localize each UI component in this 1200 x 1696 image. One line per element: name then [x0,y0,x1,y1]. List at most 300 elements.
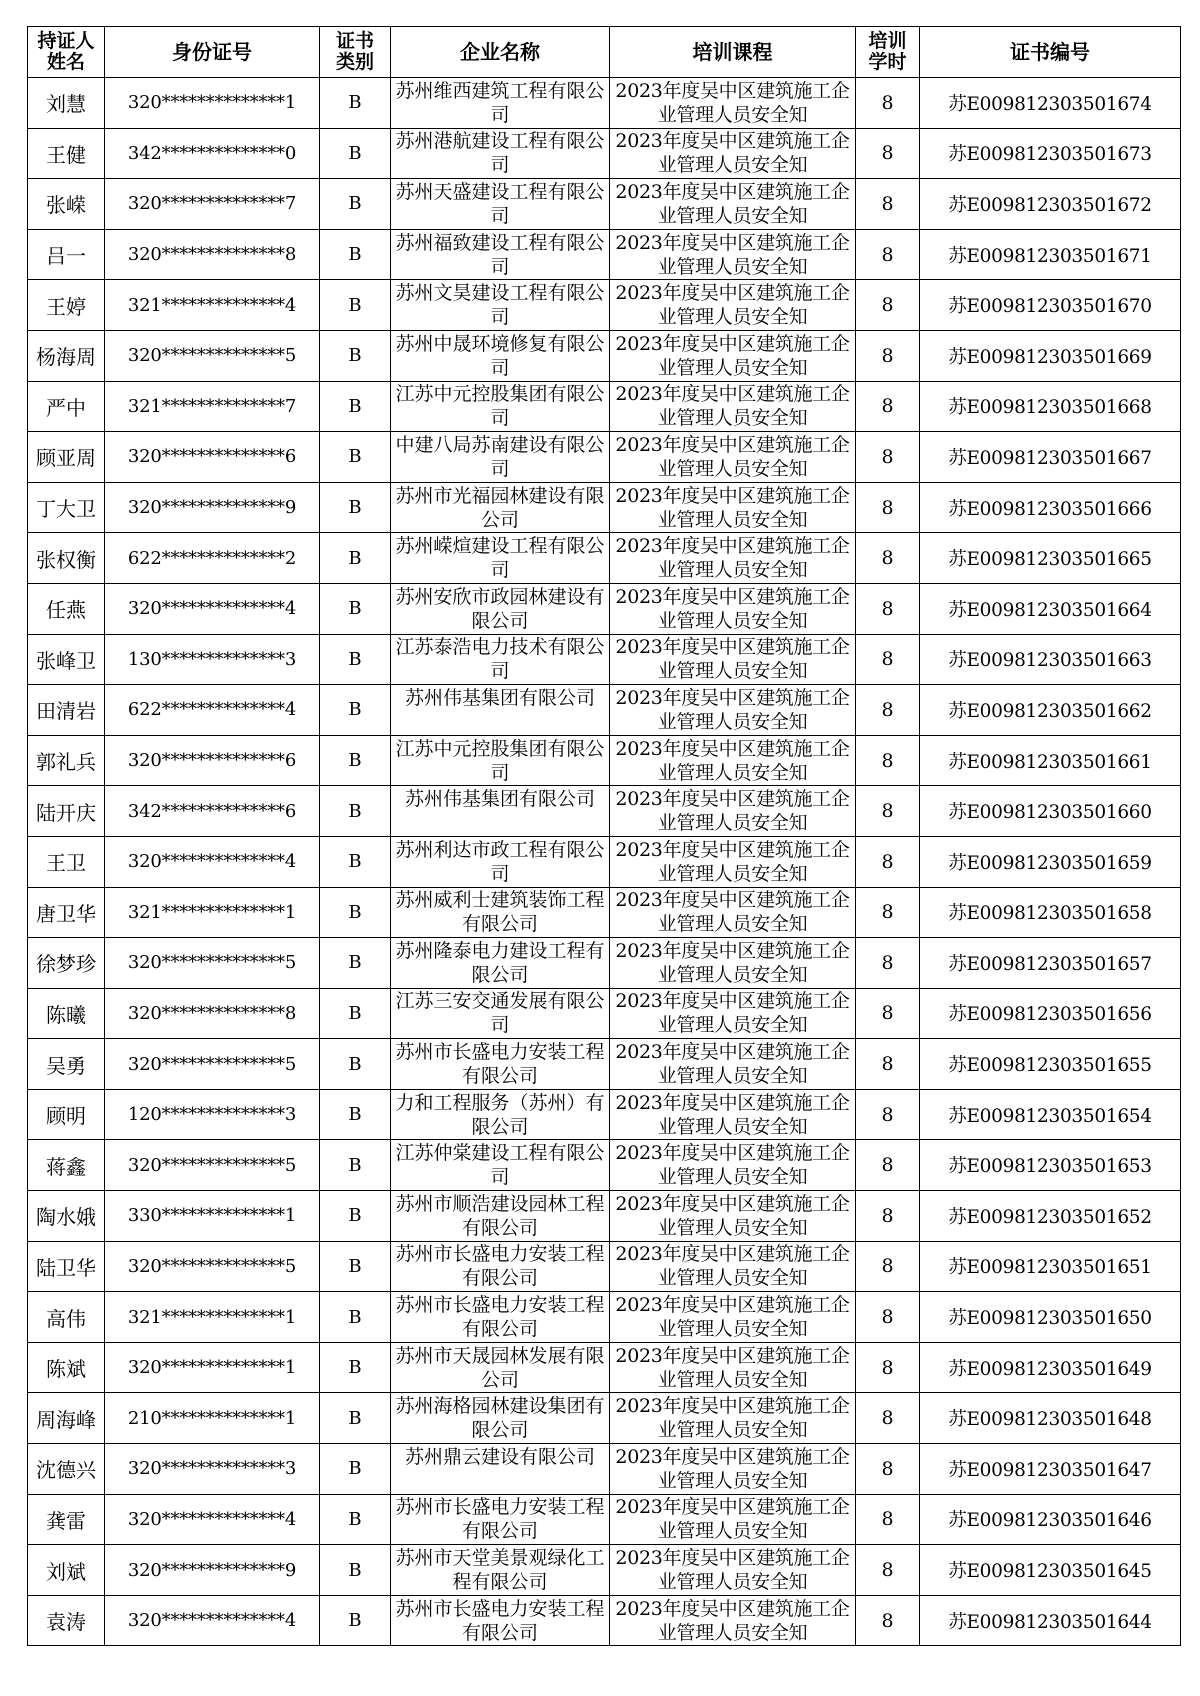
id-number-cell-text: 320**************5 [127,345,297,367]
training-course-cell [610,1191,856,1242]
id-number-cell [105,1595,320,1646]
cert-category-cell [320,1595,391,1646]
training-course-cell [610,1039,856,1090]
training-course-cell-content: 2023年度吴中区建筑施工企业管理人员安全知 [615,585,850,632]
holder-name-cell-text: 徐梦珍 [36,952,96,977]
table-row [28,1545,1181,1596]
holder-name-cell [28,330,105,381]
id-number-cell [105,78,320,129]
company-name-cell-content: 苏州市天堂美景观绿化工程有限公司 [395,1547,605,1594]
holder-name-cell-text: 顾明 [46,1104,86,1129]
training-hours-cell-text: 8 [881,1103,894,1126]
holder-name-cell-content [28,79,104,127]
id-number-cell [105,1545,320,1596]
id-number-cell-content [105,1242,319,1290]
id-number-cell-content [105,1597,319,1645]
cert-category-cell-content [320,1141,390,1189]
cert-number-cell-content [920,1445,1180,1493]
cert-number-cell [920,1595,1181,1646]
holder-name-cell-content [28,1597,104,1645]
training-hours-cell-text: 8 [881,1255,894,1278]
id-number-cell-text: 321**************1 [127,1306,297,1328]
holder-name-cell [28,229,105,280]
header-cert-number: 证书编号 [920,27,1181,78]
cert-number-cell [920,887,1181,938]
cert-number-cell-content [920,1546,1180,1594]
cert-number-cell-text: 苏E009812303501648 [948,1409,1152,1431]
holder-name-cell-text: 王婷 [46,294,86,319]
cert-number-cell-text: 苏E009812303501663 [948,650,1152,672]
cert-number-cell-content [920,332,1180,380]
roster-body [28,78,1181,1646]
training-course-cell-content: 2023年度吴中区建筑施工企业管理人员安全知 [615,1091,850,1138]
training-hours-cell-content [856,1546,919,1594]
holder-name-cell-content [28,1040,104,1088]
training-course-cell [610,1140,856,1191]
table-row [28,1595,1181,1646]
cert-category-cell [320,432,391,483]
company-name-cell-content: 苏州市长盛电力安装工程有限公司 [395,1496,605,1543]
holder-name-cell-content [28,180,104,228]
cert-number-cell-content [920,534,1180,582]
holder-name-cell-content [28,635,104,683]
training-course-cell [610,786,856,837]
cert-category-cell [320,1393,391,1444]
company-name-cell-content: 苏州港航建设工程有限公司 [395,130,605,177]
holder-name-cell-content [28,1091,104,1139]
table-row [28,330,1181,381]
cert-category-cell-content [320,1293,390,1341]
holder-name-cell [28,482,105,533]
training-hours-cell-text: 8 [881,192,894,215]
table-row [28,836,1181,887]
training-course-cell [610,1241,856,1292]
id-number-cell-content [105,787,319,835]
cert-category-cell-text: B [348,598,362,620]
company-name-cell-content: 苏州利达市政工程有限公司 [395,838,605,885]
id-number-cell-text: 320**************5 [127,1053,297,1075]
training-course-cell-content: 2023年度吴中区建筑施工企业管理人员安全知 [615,889,850,936]
training-course-cell [610,432,856,483]
cert-number-cell-text: 苏E009812303501655 [948,1055,1152,1077]
company-name-cell-content: 苏州文昊建设工程有限公司 [395,282,605,329]
training-hours-cell-text: 8 [881,496,894,519]
training-course-cell [610,1444,856,1495]
id-number-cell [105,1393,320,1444]
id-number-cell-content [105,838,319,886]
cert-category-cell-text: B [348,1610,362,1632]
id-number-cell-content [105,1546,319,1594]
holder-name-cell [28,1140,105,1191]
company-name-cell-content: 苏州维西建筑工程有限公司 [395,79,605,126]
cert-number-cell [920,685,1181,736]
training-course-cell [610,1494,856,1545]
id-number-cell [105,938,320,989]
holder-name-cell-content [28,1546,104,1594]
id-number-cell-content [105,585,319,633]
holder-name-cell-content [28,1394,104,1442]
cert-category-cell-text: B [348,345,362,367]
cert-number-cell [920,1241,1181,1292]
cert-category-cell-content [320,79,390,127]
cert-category-cell [320,381,391,432]
id-number-cell-text: 342**************6 [127,800,297,822]
training-course-cell-content: 2023年度吴中区建筑施工企业管理人员安全知 [615,788,850,835]
cert-category-cell-text: B [348,1458,362,1480]
training-hours-cell-text: 8 [881,1457,894,1480]
cert-number-cell [920,432,1181,483]
training-hours-cell-content [856,332,919,380]
cert-category-cell [320,533,391,584]
training-hours-cell-content [856,1293,919,1341]
training-hours-cell-content [856,1445,919,1493]
holder-name-cell [28,1444,105,1495]
cert-category-cell [320,482,391,533]
id-number-cell-text: 320**************5 [127,1255,297,1277]
training-hours-cell-content [856,129,919,177]
holder-name-cell-text: 陆开庆 [36,800,96,825]
holder-name-cell-text: 周海峰 [36,1407,96,1432]
holder-name-cell [28,1342,105,1393]
training-course-cell-content: 2023年度吴中区建筑施工企业管理人员安全知 [615,737,850,784]
id-number-cell [105,1089,320,1140]
id-number-cell [105,533,320,584]
training-course-cell-content: 2023年度吴中区建筑施工企业管理人员安全知 [615,1192,850,1239]
cert-number-cell [920,1292,1181,1343]
cert-number-cell-content [920,737,1180,785]
holder-name-cell-content [28,737,104,785]
training-hours-cell-content [856,433,919,481]
id-number-cell-text: 210**************1 [127,1407,297,1429]
holder-name-cell-content [28,1242,104,1290]
id-number-cell [105,634,320,685]
cert-category-cell [320,685,391,736]
id-number-cell-content [105,737,319,785]
training-course-cell [610,381,856,432]
company-name-cell-content: 苏州市顺浩建设园林工程有限公司 [395,1192,605,1239]
table-row [28,280,1181,331]
training-course-cell-content: 2023年度吴中区建筑施工企业管理人员安全知 [615,838,850,885]
id-number-cell [105,583,320,634]
id-number-cell-text: 320**************3 [127,1458,297,1480]
id-number-cell-text: 321**************7 [127,395,297,417]
id-number-cell-content [105,1394,319,1442]
holder-name-cell-text: 郭礼兵 [36,750,96,775]
cert-category-cell-content [320,1040,390,1088]
holder-name-cell-content [28,585,104,633]
cert-category-cell-content [320,180,390,228]
holder-name-cell-text: 袁涛 [46,1610,86,1635]
holder-name-cell [28,887,105,938]
holder-name-cell [28,1494,105,1545]
training-hours-cell-content [856,635,919,683]
cert-number-cell-text: 苏E009812303501661 [948,751,1152,773]
training-hours-cell-content [856,180,919,228]
cert-category-cell-content [320,1546,390,1594]
holder-name-cell-content [28,838,104,886]
table-row [28,1292,1181,1343]
training-hours-cell-content [856,1192,919,1240]
certificate-roster [27,26,1181,1646]
training-hours-cell [856,280,920,331]
cert-number-cell-text: 苏E009812303501651 [948,1257,1152,1279]
cert-category-cell-text: B [348,1002,362,1024]
company-name-cell [391,1241,610,1292]
cert-number-cell-text: 苏E009812303501666 [948,498,1152,520]
holder-name-cell-text: 吴勇 [46,1053,86,1078]
training-course-cell-content: 2023年度吴中区建筑施工企业管理人员安全知 [615,636,850,683]
training-hours-cell [856,1444,920,1495]
training-hours-cell [856,1393,920,1444]
cert-category-cell [320,1039,391,1090]
cert-number-cell [920,836,1181,887]
training-hours-cell-text: 8 [881,1508,894,1531]
cert-category-cell-text: B [348,446,362,468]
training-course-cell [610,634,856,685]
cert-category-cell [320,1494,391,1545]
company-name-cell-content: 苏州威利士建筑装饰工程有限公司 [395,889,605,936]
cert-number-cell-text: 苏E009812303501660 [948,802,1152,824]
id-number-cell [105,432,320,483]
id-number-cell-content [105,939,319,987]
company-name-cell [391,836,610,887]
cert-category-cell-content [320,787,390,835]
holder-name-cell-text: 张峰卫 [36,648,96,673]
company-name-cell [391,786,610,837]
cert-category-cell-text: B [348,1154,362,1176]
training-course-cell [610,1545,856,1596]
cert-category-cell [320,887,391,938]
header-company-name: 企业名称 [391,27,610,78]
id-number-cell-content [105,635,319,683]
holder-name-cell [28,988,105,1039]
cert-category-cell-text: B [348,1104,362,1126]
id-number-cell-text: 320**************8 [127,1002,297,1024]
company-name-cell [391,988,610,1039]
training-course-cell [610,1342,856,1393]
training-hours-cell [856,583,920,634]
cert-category-cell [320,583,391,634]
holder-name-cell-text: 龚雷 [46,1508,86,1533]
cert-number-cell [920,1342,1181,1393]
training-course-cell-content: 2023年度吴中区建筑施工企业管理人员安全知 [615,433,850,480]
company-name-cell-content: 苏州鼎云建设有限公司 [404,1445,595,1468]
holder-name-cell [28,1241,105,1292]
training-hours-cell [856,1342,920,1393]
company-name-cell [391,1089,610,1140]
training-hours-cell-text: 8 [881,547,894,570]
id-number-cell-text: 320**************4 [127,851,297,873]
company-name-cell-content: 江苏仲棠建设工程有限公司 [395,1142,605,1189]
company-name-cell [391,685,610,736]
company-name-cell [391,1140,610,1191]
cert-category-cell-text: B [348,851,362,873]
training-hours-cell [856,330,920,381]
holder-name-cell [28,1545,105,1596]
cert-number-cell [920,381,1181,432]
holder-name-cell [28,836,105,887]
id-number-cell-text: 320**************4 [127,1610,297,1632]
training-course-cell-content: 2023年度吴中区建筑施工企业管理人员安全知 [615,231,850,278]
holder-name-cell [28,128,105,179]
training-hours-cell [856,1039,920,1090]
cert-number-cell-text: 苏E009812303501662 [948,700,1152,722]
table-row [28,583,1181,634]
training-hours-cell-content [856,1040,919,1088]
cert-number-cell [920,78,1181,129]
id-number-cell-content [105,281,319,329]
id-number-cell [105,1292,320,1343]
training-course-cell-content: 2023年度吴中区建筑施工企业管理人员安全知 [615,535,850,582]
id-number-cell-text: 342**************0 [127,142,297,164]
company-name-cell-content: 江苏泰浩电力技术有限公司 [395,636,605,683]
cert-number-cell [920,179,1181,230]
training-hours-cell [856,786,920,837]
training-course-cell-content: 2023年度吴中区建筑施工企业管理人员安全知 [615,990,850,1037]
cert-category-cell [320,1241,391,1292]
company-name-cell [391,1444,610,1495]
cert-category-cell-text: B [348,800,362,822]
training-course-cell-content: 2023年度吴中区建筑施工企业管理人员安全知 [615,79,850,126]
training-hours-cell [856,1191,920,1242]
cert-category-cell-content [320,382,390,430]
training-course-cell-content: 2023年度吴中区建筑施工企业管理人员安全知 [615,1597,850,1644]
table-row [28,229,1181,280]
cert-category-cell [320,1444,391,1495]
cert-number-cell [920,1444,1181,1495]
holder-name-cell-content [28,1293,104,1341]
training-hours-cell [856,78,920,129]
training-course-cell-content: 2023年度吴中区建筑施工企业管理人员安全知 [615,686,850,733]
company-name-cell [391,128,610,179]
training-hours-cell [856,533,920,584]
cert-number-cell [920,229,1181,280]
id-number-cell [105,1342,320,1393]
table-row [28,1444,1181,1495]
header-holder-name: 持证人 姓名 [28,27,105,78]
holder-name-cell-content [28,1445,104,1493]
training-hours-cell-text: 8 [881,91,894,114]
holder-name-cell-content [28,989,104,1037]
cert-category-cell-content [320,1242,390,1290]
training-hours-cell-content [856,1344,919,1392]
cert-number-cell-text: 苏E009812303501667 [948,447,1152,469]
training-course-cell [610,836,856,887]
cert-category-cell-text: B [348,699,362,721]
cert-number-cell-text: 苏E009812303501672 [948,194,1152,216]
cert-number-cell [920,735,1181,786]
training-hours-cell [856,1595,920,1646]
cert-category-cell-content [320,888,390,936]
training-hours-cell [856,179,920,230]
table-row [28,1089,1181,1140]
training-course-cell-content: 2023年度吴中区建筑施工企业管理人员安全知 [615,1344,850,1391]
id-number-cell [105,330,320,381]
holder-name-cell [28,938,105,989]
id-number-cell [105,482,320,533]
training-hours-cell-content [856,1597,919,1645]
cert-category-cell [320,280,391,331]
company-name-cell-content: 苏州市长盛电力安装工程有限公司 [395,1294,605,1341]
cert-number-cell-content [920,635,1180,683]
holder-name-cell [28,78,105,129]
training-hours-cell-text: 8 [881,1204,894,1227]
cert-category-cell-text: B [348,244,362,266]
holder-name-cell-content [28,484,104,532]
cert-category-cell-content [320,1597,390,1645]
header-training-hours: 培训 学时 [856,27,920,78]
cert-number-cell [920,1494,1181,1545]
cert-category-cell [320,1342,391,1393]
holder-name-cell-text: 王健 [46,142,86,167]
table-row [28,786,1181,837]
cert-number-cell-content [920,129,1180,177]
cert-category-cell [320,78,391,129]
id-number-cell-content [105,1192,319,1240]
id-number-cell-content [105,1445,319,1493]
cert-category-cell [320,1545,391,1596]
holder-name-cell [28,432,105,483]
training-hours-cell [856,1545,920,1596]
training-hours-cell [856,482,920,533]
training-course-cell-content: 2023年度吴中区建筑施工企业管理人员安全知 [615,1142,850,1189]
id-number-cell-content [105,484,319,532]
holder-name-cell-content [28,686,104,734]
cert-number-cell [920,1191,1181,1242]
cert-category-cell [320,330,391,381]
training-hours-cell [856,1140,920,1191]
table-row [28,938,1181,989]
id-number-cell [105,988,320,1039]
cert-category-cell-content [320,1394,390,1442]
training-course-cell-content: 2023年度吴中区建筑施工企业管理人员安全知 [615,332,850,379]
id-number-cell-text: 320**************4 [127,1508,297,1530]
holder-name-cell-text: 刘慧 [46,92,86,117]
holder-name-cell-text: 吕一 [46,244,86,269]
training-hours-cell-content [856,281,919,329]
cert-category-cell-text: B [348,1205,362,1227]
company-name-cell [391,634,610,685]
id-number-cell-text: 120**************3 [127,1104,297,1126]
cert-category-cell [320,634,391,685]
training-hours-cell-content [856,484,919,532]
cert-category-cell-text: B [348,547,362,569]
cert-category-cell [320,786,391,837]
training-course-cell [610,735,856,786]
training-course-cell-content: 2023年度吴中区建筑施工企业管理人员安全知 [615,1547,850,1594]
id-number-cell-content [105,1040,319,1088]
holder-name-cell-text: 陆卫华 [36,1255,96,1280]
holder-name-cell [28,1292,105,1343]
cert-category-cell [320,735,391,786]
training-hours-cell [856,938,920,989]
holder-name-cell-text: 杨海周 [36,345,96,370]
cert-category-cell-content [320,1091,390,1139]
training-hours-cell-content [856,888,919,936]
table-row [28,1393,1181,1444]
cert-category-cell-text: B [348,142,362,164]
cert-number-cell-content [920,1091,1180,1139]
id-number-cell-text: 320**************5 [127,1154,297,1176]
company-name-cell [391,179,610,230]
holder-name-cell [28,1089,105,1140]
company-name-cell [391,432,610,483]
training-hours-cell-text: 8 [881,1407,894,1430]
cert-number-cell-text: 苏E009812303501668 [948,397,1152,419]
id-number-cell [105,229,320,280]
training-hours-cell-text: 8 [881,648,894,671]
company-name-cell [391,78,610,129]
